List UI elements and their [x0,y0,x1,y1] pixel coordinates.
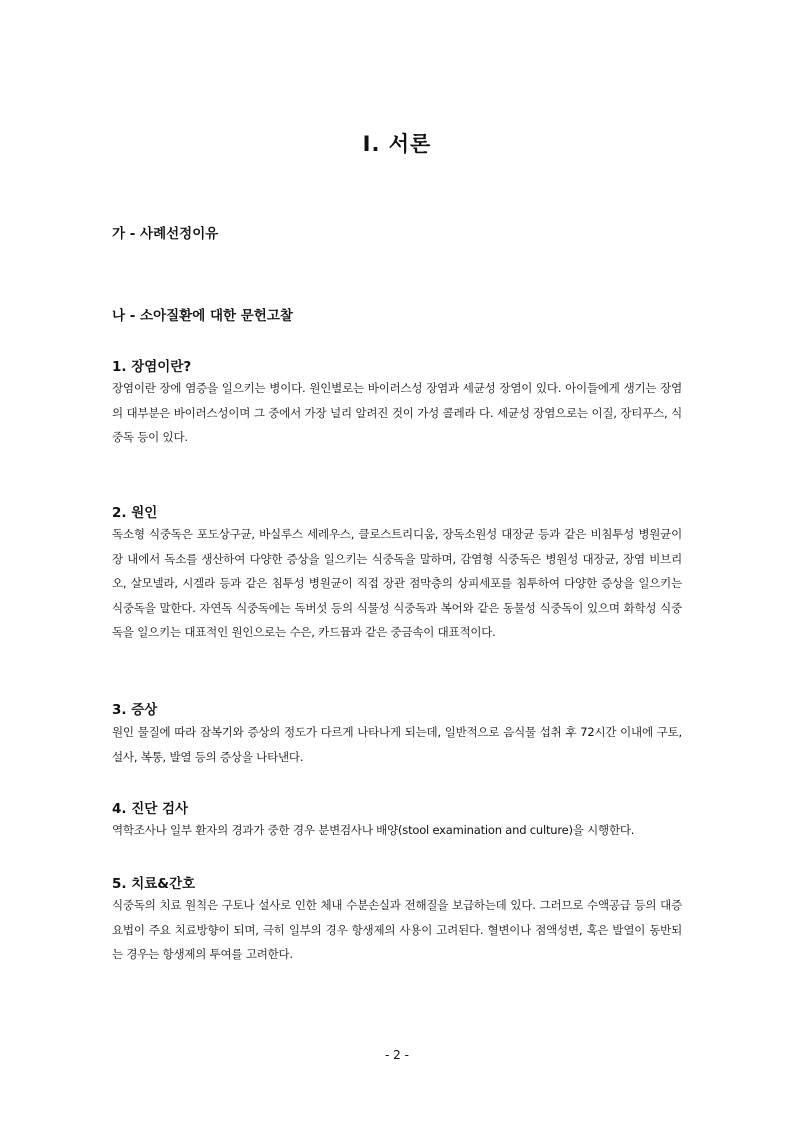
item-heading-5: 5. 치료&간호 [112,876,196,892]
item-body-2: 독소형 식중독은 포도상구균, 바실루스 세레우스, 클로스트리디움, 장독소원성 대장균 등과 같은 비침투성 병원균이 장 내에서 독소를 생산하여 다양한 증상을 일으키는 식중독을 말하며, 감염형 식중독은 병원성 대장균, 장염 비브리오, 살모넬라, 시겔라 등과 같은 침투성 병원균이 직접 장관 점막층의 상피세포를 침투하여 다양한 증상을 일으키는 식중독을 말한다. 자연독 식중독에는 독버섯 등의 식물성 식중독과 복어와 같은 동물성 식중독이 있으며 화학성 식중독을 일으키는 대표적인 원인으로는 수은, 카드뮴과 같은 중금속이 대표적이다. [112,527,682,639]
section-heading-na: 나 - 소아질환에 대한 문헌고찰 [112,308,293,324]
page-title: Ⅰ. 서론 [362,132,432,156]
item-heading-3: 3. 증상 [112,702,158,718]
page-number: - 2 - [385,1048,409,1062]
item-body-3: 원인 물질에 따라 잠복기와 증상의 정도가 다르게 나타나게 되는데, 일반적으로 음식물 섭취 후 72시간 이내에 구토, 설사, 복통, 발열 등의 증상을 나타낸다. [112,725,682,764]
item-heading-4: 4. 진단 검사 [112,801,189,817]
item-body-1: 장염이란 장에 염증을 일으키는 병이다. 원인별로는 바이러스성 장염과 세균성 장염이 있다. 아이들에게 생기는 장염의 대부분은 바이러스성이며 그 중에서 가장 널리 알려진 것이 가성 콜레라 다. 세균성 장염으로는 이질, 장티푸스, 식중독 등이 있다. [112,381,682,444]
section-heading-ga: 가 - 사례선정이유 [112,226,219,242]
item-heading-1: 1. 장염이란? [112,359,192,375]
item-body-4: 역학조사나 일부 환자의 경과가 중한 경우 분변검사나 배양(stool examination and culture)을 시행한다. [112,823,635,837]
item-heading-2: 2. 원인 [112,505,158,521]
item-body-5: 식중독의 치료 원칙은 구토나 설사로 인한 체내 수분손실과 전해질을 보급하는데 있다. 그러므로 수액공급 등의 대증요법이 주요 치료방향이 되며, 극히 일부의 경우 항생제의 사용이 고려된다. 혈변이나 점액성변, 혹은 발열이 동반되는 경우는 항생제의 투여를 고려한다. [112,898,682,961]
